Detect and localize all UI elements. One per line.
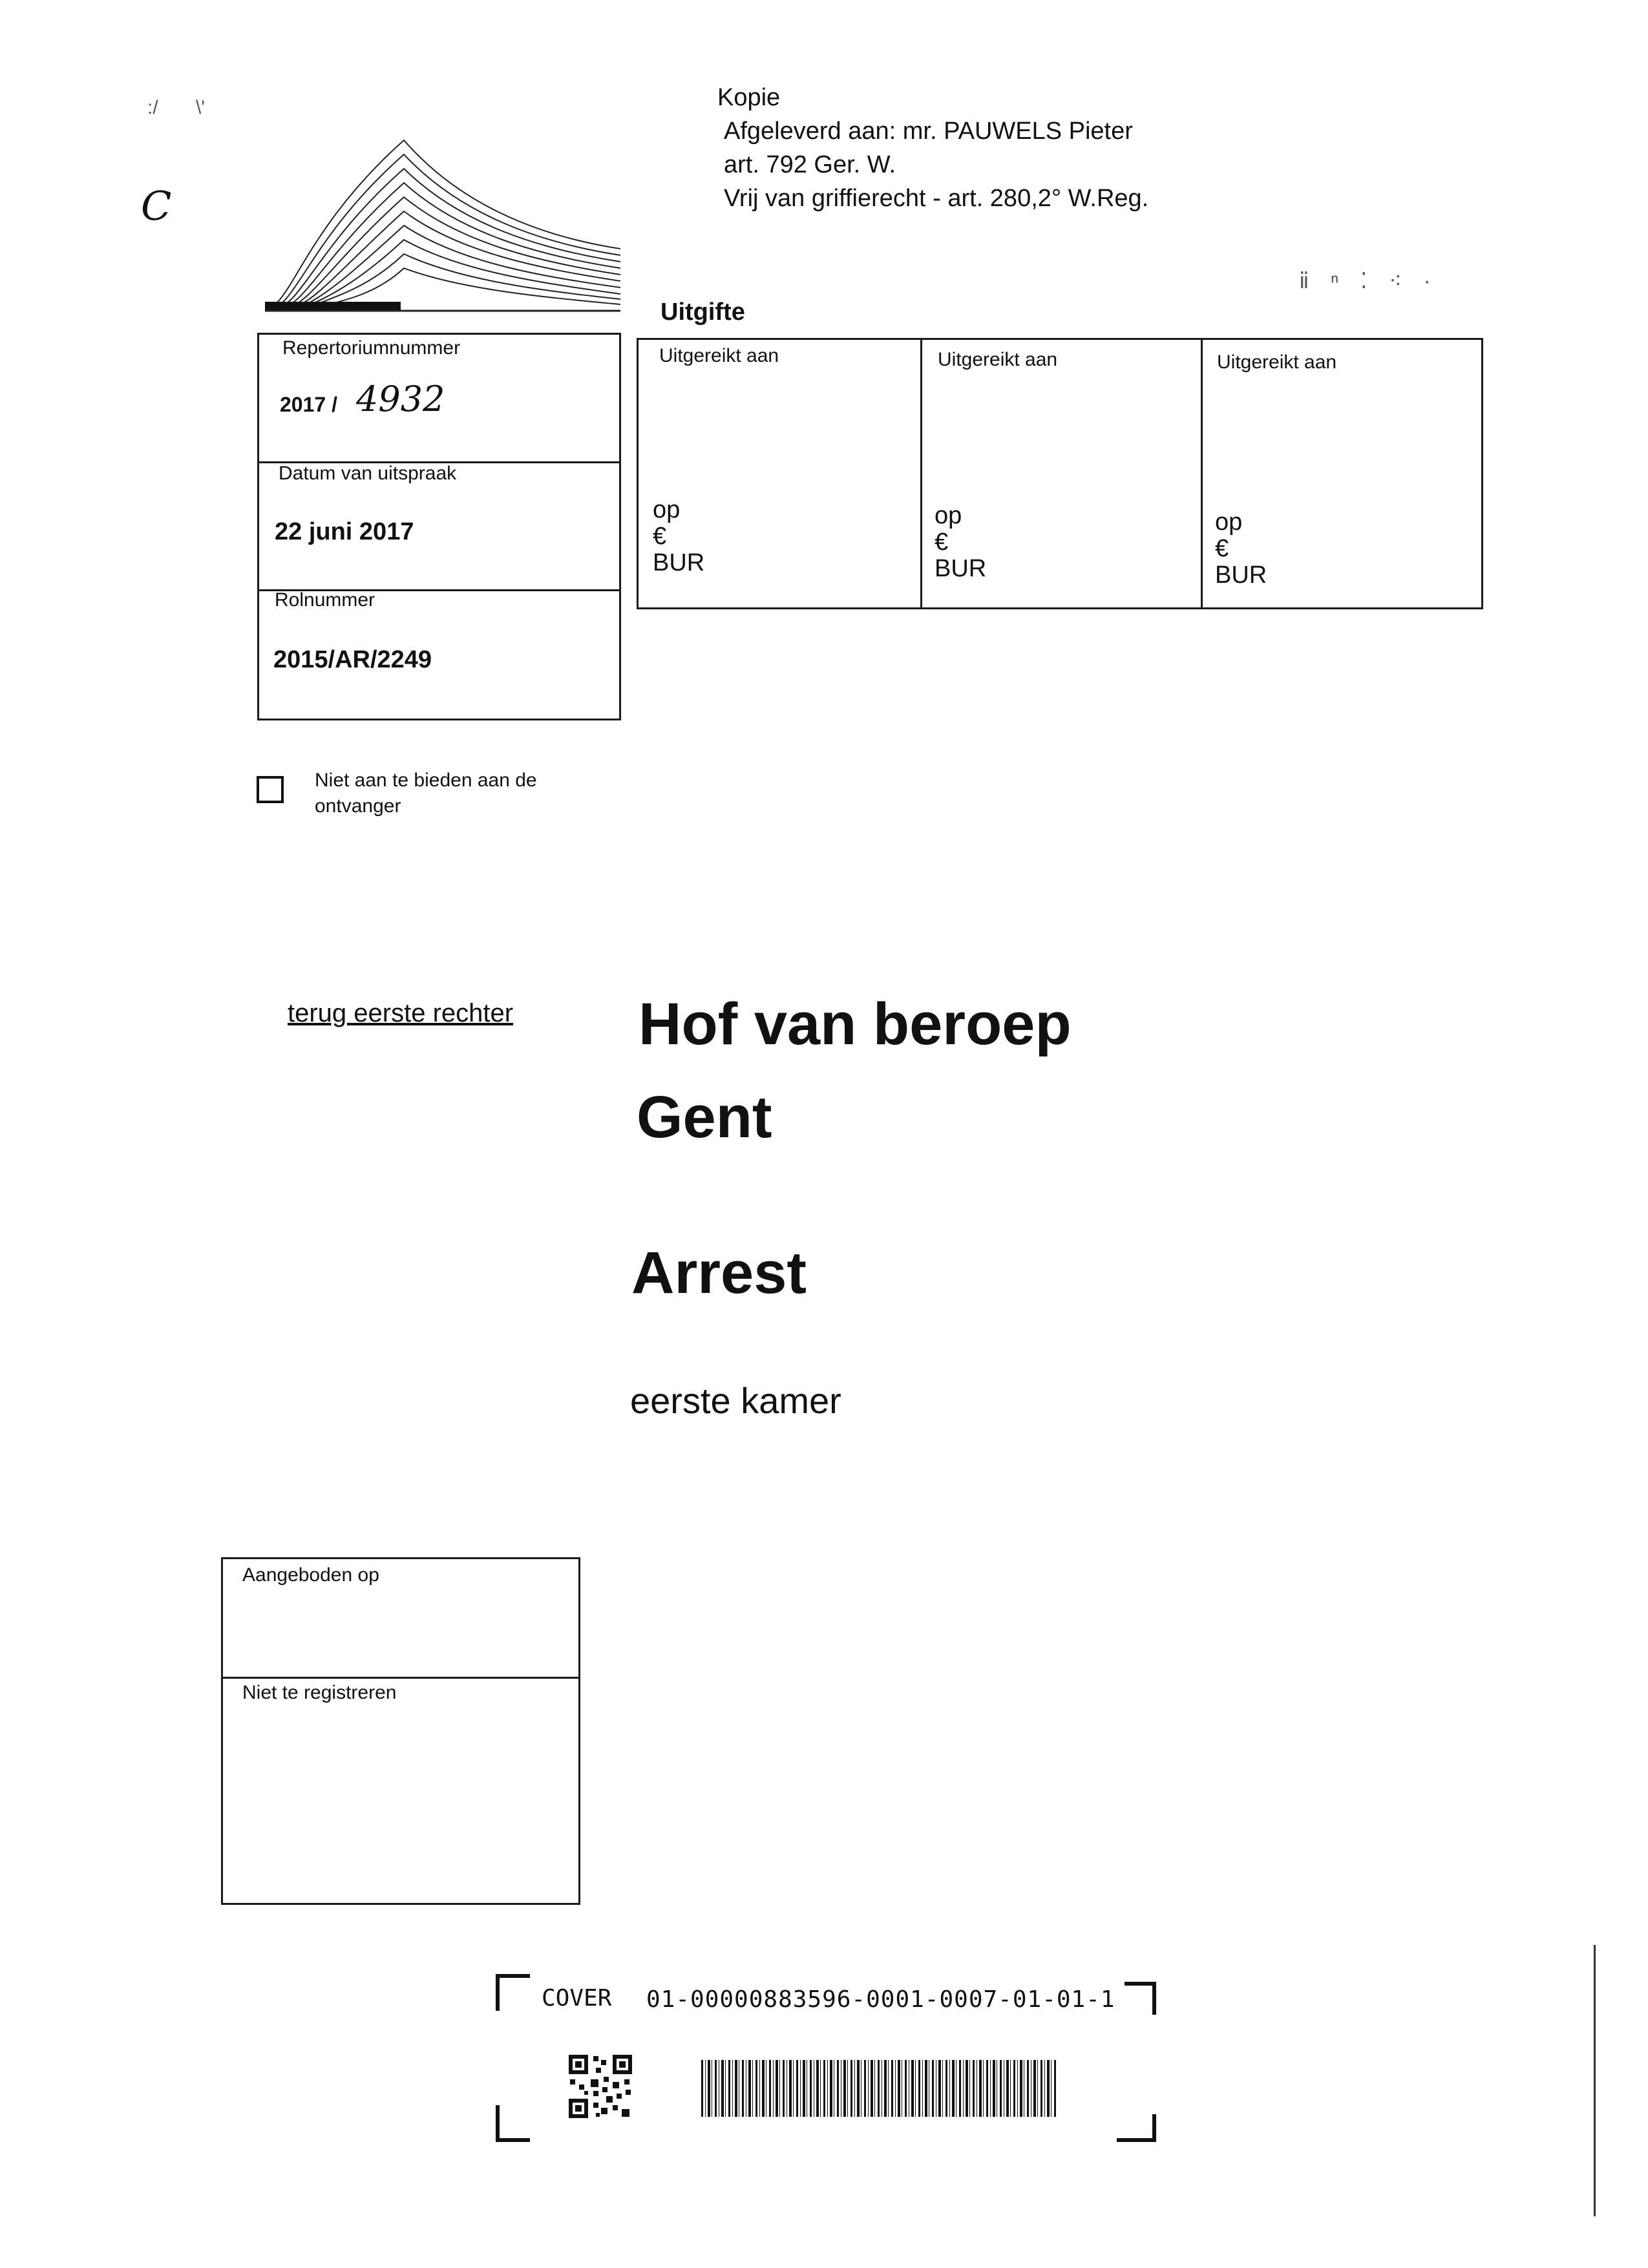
cover-label: COVER xyxy=(542,1985,612,2011)
document-type: Arrest xyxy=(631,1240,807,1306)
scan-edge-line xyxy=(1594,1945,1596,2216)
checkbox-label-line1: Niet aan te bieden aan de xyxy=(315,770,537,791)
bur-label: BUR xyxy=(935,555,987,582)
uitgifte-marks xyxy=(653,497,704,576)
margin-mark: C xyxy=(141,182,172,229)
registration-box xyxy=(221,1557,580,1905)
case-info-box xyxy=(257,333,621,720)
chamber: eerste kamer xyxy=(630,1380,841,1421)
no-offer-checkbox[interactable] xyxy=(257,776,284,803)
bur-label: BUR xyxy=(653,549,705,576)
uitgifte-column xyxy=(920,340,1203,607)
op-label: op xyxy=(1215,509,1243,536)
header-block xyxy=(717,81,1148,215)
repertorium-label: Repertoriumnummer xyxy=(282,337,461,359)
qr-code-icon xyxy=(567,2053,633,2119)
niet-registreren-cell xyxy=(223,1677,578,1903)
kopie-label: Kopie xyxy=(717,84,781,111)
uitgereikt-label: Uitgereikt aan xyxy=(1217,352,1337,373)
aangeboden-cell xyxy=(223,1559,578,1679)
checkbox-label xyxy=(315,768,537,819)
euro-label: € xyxy=(1215,535,1229,562)
vrij-text: Vrij van griffierecht - art. 280,2° W.Reg. xyxy=(724,185,1149,212)
repertorium-prefix: 2017 / xyxy=(280,393,337,416)
niet-registreren-label: Niet te registreren xyxy=(242,1682,397,1703)
uitgereikt-label: Uitgereikt aan xyxy=(659,345,779,366)
rol-value: 2015/AR/2249 xyxy=(273,646,432,673)
bur-label: BUR xyxy=(1215,562,1267,589)
uitgifte-title: Uitgifte xyxy=(660,299,745,326)
return-first-judge-link[interactable]: terug eerste rechter xyxy=(288,999,514,1027)
court-city: Gent xyxy=(637,1084,772,1150)
uitgifte-table xyxy=(637,338,1483,609)
datum-cell xyxy=(259,461,619,591)
barcode xyxy=(701,2060,1057,2117)
checkbox-label-line2: ontvanger xyxy=(315,795,401,817)
uitgereikt-label: Uitgereikt aan xyxy=(938,349,1058,370)
cover-code: 01-00000883596-0001-0007-01-01-1 xyxy=(646,1986,1115,2013)
repertorium-handwritten: 4932 xyxy=(356,379,445,419)
rol-cell xyxy=(259,589,619,719)
euro-label: € xyxy=(653,523,667,550)
court-logo-icon xyxy=(265,132,624,313)
rol-label: Rolnummer xyxy=(275,589,375,611)
uitgifte-marks xyxy=(935,503,986,582)
uitgifte-marks xyxy=(1215,509,1267,589)
article-text: art. 792 Ger. W. xyxy=(724,151,896,178)
court-name: Hof van beroep xyxy=(639,991,1072,1057)
datum-value: 22 juni 2017 xyxy=(275,518,414,545)
aangeboden-label: Aangeboden op xyxy=(242,1564,379,1586)
uitgifte-column xyxy=(639,340,922,607)
op-label: op xyxy=(935,502,962,529)
op-label: op xyxy=(653,496,681,523)
margin-scribble: :/ \' xyxy=(147,97,206,118)
afgeleverd-text: Afgeleverd aan: mr. PAUWELS Pieter xyxy=(724,118,1133,145)
datum-label: Datum van uitspraak xyxy=(279,463,457,484)
stamp-smudge: ⅱ ⁿ ⁚ ⁖ · xyxy=(1299,269,1439,293)
euro-label: € xyxy=(935,529,949,556)
repertorium-cell xyxy=(259,335,619,463)
uitgifte-column xyxy=(1201,340,1481,607)
